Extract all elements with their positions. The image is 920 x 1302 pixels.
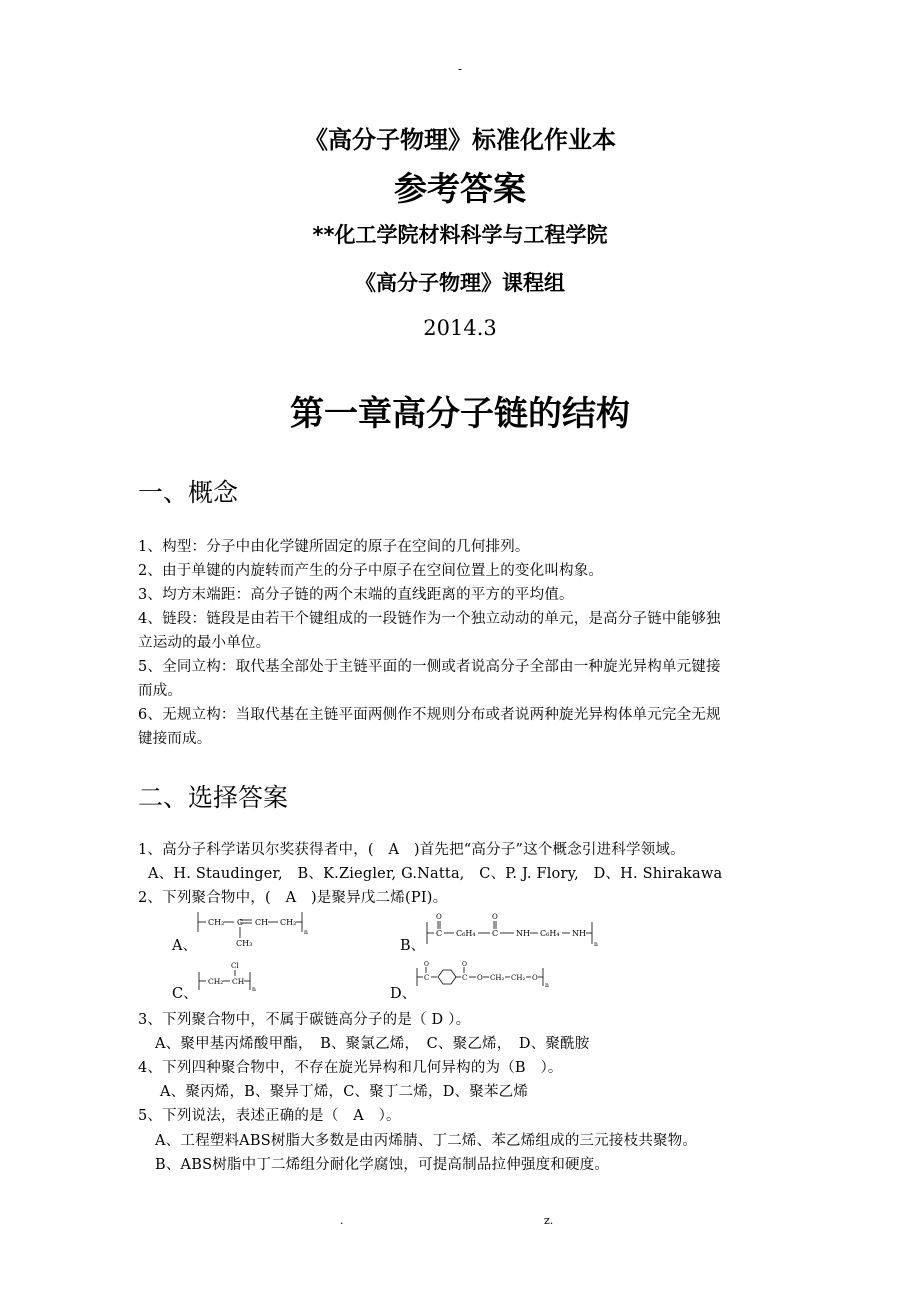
- struct-b-nh: NH: [516, 929, 530, 938]
- structure-b-polyamide: [424, 912, 604, 948]
- struct-b-c6h4: C₆H₄: [456, 929, 476, 938]
- concept-line: 3、均方末端距：高分子链的两个末端的直线距离的平方的平均值。: [138, 587, 574, 603]
- title-course-group: 《高分子物理》课程组: [355, 271, 565, 295]
- struct-c-ch2: CH₂: [208, 977, 224, 986]
- title-line-1: 《高分子物理》标准化作业本: [304, 126, 616, 154]
- struct-d-o: O: [424, 961, 429, 968]
- concept-line: 而成。: [138, 683, 183, 699]
- concept-line: 6、无规立构：当取代基在主链平面两侧作不规则分布或者说两种旋光异构体单元完全无规: [138, 707, 721, 723]
- option-d-label: D、: [390, 986, 417, 1002]
- question-1: 1、高分子科学诺贝尔奖获得者中，( A )首先把“高分子”这个概念引进科学领域。: [138, 842, 685, 858]
- struct-d-o3: O: [477, 974, 483, 982]
- struct-d-o4: O: [532, 974, 538, 982]
- header-mark: -: [457, 62, 463, 76]
- struct-a-ch3: CH₃: [236, 939, 253, 948]
- option-a-label: A、: [172, 938, 197, 954]
- question-5-option-a: A、工程塑料ABS树脂大多数是由丙烯腈、丁二烯、苯乙烯组成的三元接枝共聚物。: [155, 1133, 698, 1149]
- question-4: 4、下列四种聚合物中，不存在旋光异构和几何异构的为（B ）。: [138, 1060, 563, 1076]
- struct-d-c2: C: [462, 974, 468, 982]
- structure-a-polyisoprene: [196, 910, 326, 950]
- struct-d-ch2b: CH₂: [511, 974, 526, 982]
- struct-c-n: n: [252, 986, 256, 993]
- struct-d-ch2: CH₂: [490, 974, 505, 982]
- section-choice-heading: 二、选择答案: [138, 783, 289, 812]
- struct-b-c: C: [436, 929, 443, 938]
- option-b-label: B、: [400, 938, 426, 954]
- struct-c-cl: Cl: [231, 962, 239, 970]
- concept-line: 2、由于单键的内旋转而产生的分子中原子在空间位置上的变化叫构象。: [138, 563, 604, 579]
- struct-a-ch2: CH₂: [208, 918, 225, 927]
- title-institution: **化工学院材料科学与工程学院: [312, 223, 608, 247]
- struct-b-c2: C: [492, 929, 499, 938]
- concept-line: 1、构型：分子中由化学键所固定的原子在空间的几何排列。: [138, 539, 530, 555]
- struct-a-ch: CH: [255, 918, 269, 927]
- question-2: 2、下列聚合物中，( A )是聚异戊二烯(PI)。: [138, 890, 448, 906]
- section-concepts-heading: 一、概念: [138, 478, 239, 507]
- chapter-heading: 第一章高分子链的结构: [290, 394, 630, 434]
- question-1-options: A、H. Staudinger, B、K.Ziegler, G.Natta, C、P. J. Flory, D、H. Shirakawa: [148, 866, 723, 882]
- title-date: 2014.3: [423, 316, 497, 340]
- structure-c-pvc: [196, 960, 266, 996]
- option-c-label: C、: [172, 986, 198, 1002]
- struct-d-o2: O: [462, 961, 467, 968]
- struct-b-n: n: [594, 941, 598, 948]
- structure-d-polyester: [414, 960, 564, 990]
- concept-line: 键接而成。: [138, 731, 212, 747]
- question-5: 5、下列说法，表述正确的是（ A ）。: [138, 1108, 401, 1124]
- struct-a-ch2b: CH₂: [280, 918, 297, 927]
- struct-d-n: n: [545, 982, 549, 989]
- concept-line: 立运动的最小单位。: [138, 635, 271, 651]
- footer-left-mark: .: [340, 1214, 344, 1227]
- question-4-options: A、聚丙烯，B、聚异丁烯，C、聚丁二烯，D、聚苯乙烯: [160, 1084, 529, 1100]
- struct-b-c6h4b: C₆H₄: [540, 929, 560, 938]
- struct-c-ch: CH: [232, 977, 245, 986]
- question-3-options: A、聚甲基丙烯酸甲酯， B、聚氯乙烯， C、聚乙烯， D、聚酰胺: [155, 1036, 590, 1052]
- question-3: 3、下列聚合物中，不属于碳链高分子的是（ D ）。: [138, 1012, 471, 1028]
- concept-line: 4、链段：链段是由若干个键组成的一段链作为一个独立动动的单元，是高分子链中能够独: [138, 611, 721, 627]
- question-5-option-b: B、ABS树脂中丁二烯组分耐化学腐蚀，可提高制品拉伸强度和硬度。: [155, 1157, 610, 1173]
- struct-d-c: C: [424, 974, 430, 982]
- struct-a-n: n: [304, 929, 308, 936]
- title-answer-key: 参考答案: [394, 169, 526, 208]
- struct-b-o2: O: [492, 913, 498, 921]
- struct-a-c: C: [237, 918, 244, 927]
- footer-right-mark: z.: [544, 1214, 554, 1227]
- struct-b-o: O: [436, 913, 442, 921]
- struct-b-nhb: NH: [572, 929, 586, 938]
- concept-line: 5、全同立构：取代基全部处于主链平面的一侧或者说高分子全部由一种旋光异构单元键接: [138, 659, 721, 675]
